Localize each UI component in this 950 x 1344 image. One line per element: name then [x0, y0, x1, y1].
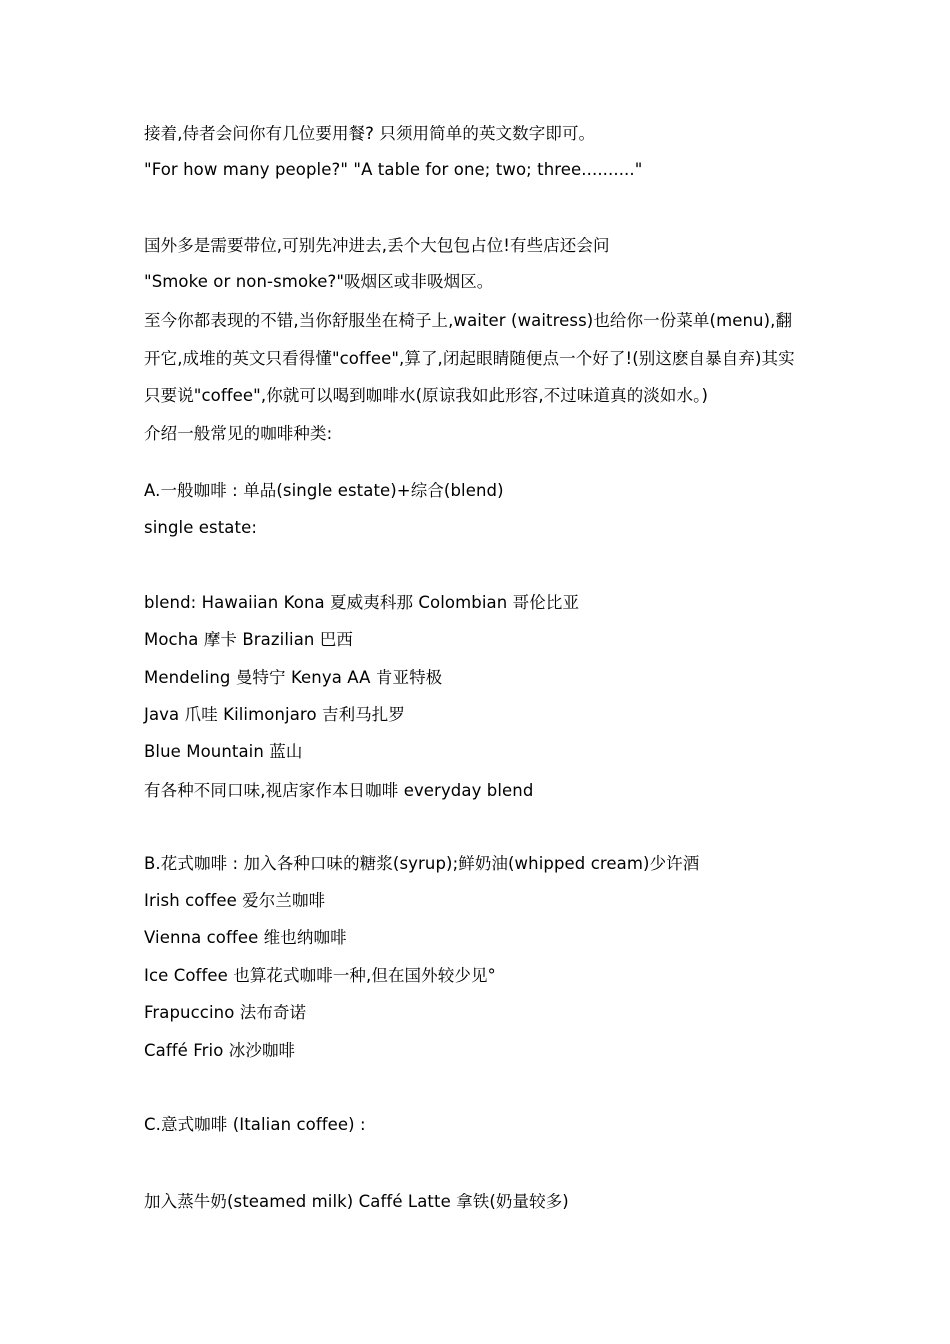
- text-line: 介绍一般常见的咖啡种类:: [144, 424, 333, 443]
- text-line: 国外多是需要带位,可别先冲进去,丢个大包包占位!有些店还会问: [144, 236, 610, 255]
- text-line: Mendeling 曼特宁 Kenya AA 肯亚特极: [144, 668, 443, 687]
- text-line: Mocha 摩卡 Brazilian 巴西: [144, 630, 354, 649]
- text-line: 接着,侍者会问你有几位要用餐? 只须用简单的英文数字即可。: [144, 124, 596, 143]
- text-line: Frapuccino 法布奇诺: [144, 1003, 307, 1022]
- section-heading: B.花式咖啡 : 加入各种口味的糖浆(syrup);鲜奶油(whipped cream)少许酒: [144, 854, 700, 873]
- text-line: "For how many people?" "A table for one; two; three..........": [144, 160, 643, 179]
- text-line: single estate:: [144, 518, 258, 537]
- text-line: 有各种不同口味,视店家作本日咖啡 everyday blend: [144, 781, 534, 800]
- text-line: Blue Mountain 蓝山: [144, 742, 303, 761]
- text-line: "Smoke or non-smoke?"吸烟区或非吸烟区。: [144, 272, 494, 291]
- text-line: Java 爪哇 Kilimonjaro 吉利马扎罗: [144, 705, 405, 724]
- section-heading: C.意式咖啡 (Italian coffee) :: [144, 1115, 366, 1134]
- text-line: Vienna coffee 维也纳咖啡: [144, 928, 347, 947]
- text-line: 开它,成堆的英文只看得懂"coffee",算了,闭起眼睛随便点一个好了!(别这麽自暴自弃)其实: [144, 349, 795, 368]
- text-line: 至今你都表现的不错,当你舒服坐在椅子上,waiter (waitress)也给你一份菜单(menu),翻: [144, 311, 793, 330]
- text-line: 加入蒸牛奶(steamed milk) Caffé Latte 拿铁(奶量较多): [144, 1192, 569, 1211]
- text-line: blend: Hawaiian Kona 夏威夷科那 Colombian 哥伦比亚: [144, 593, 580, 612]
- text-line: Caffé Frio 冰沙咖啡: [144, 1041, 296, 1060]
- text-line: Irish coffee 爱尔兰咖啡: [144, 891, 326, 910]
- text-line: 只要说"coffee",你就可以喝到咖啡水(原谅我如此形容,不过味道真的淡如水。): [144, 386, 708, 405]
- section-heading: A.一般咖啡 : 单品(single estate)+综合(blend): [144, 481, 504, 500]
- text-line: Ice Coffee 也算花式咖啡一种,但在国外较少见°: [144, 966, 496, 985]
